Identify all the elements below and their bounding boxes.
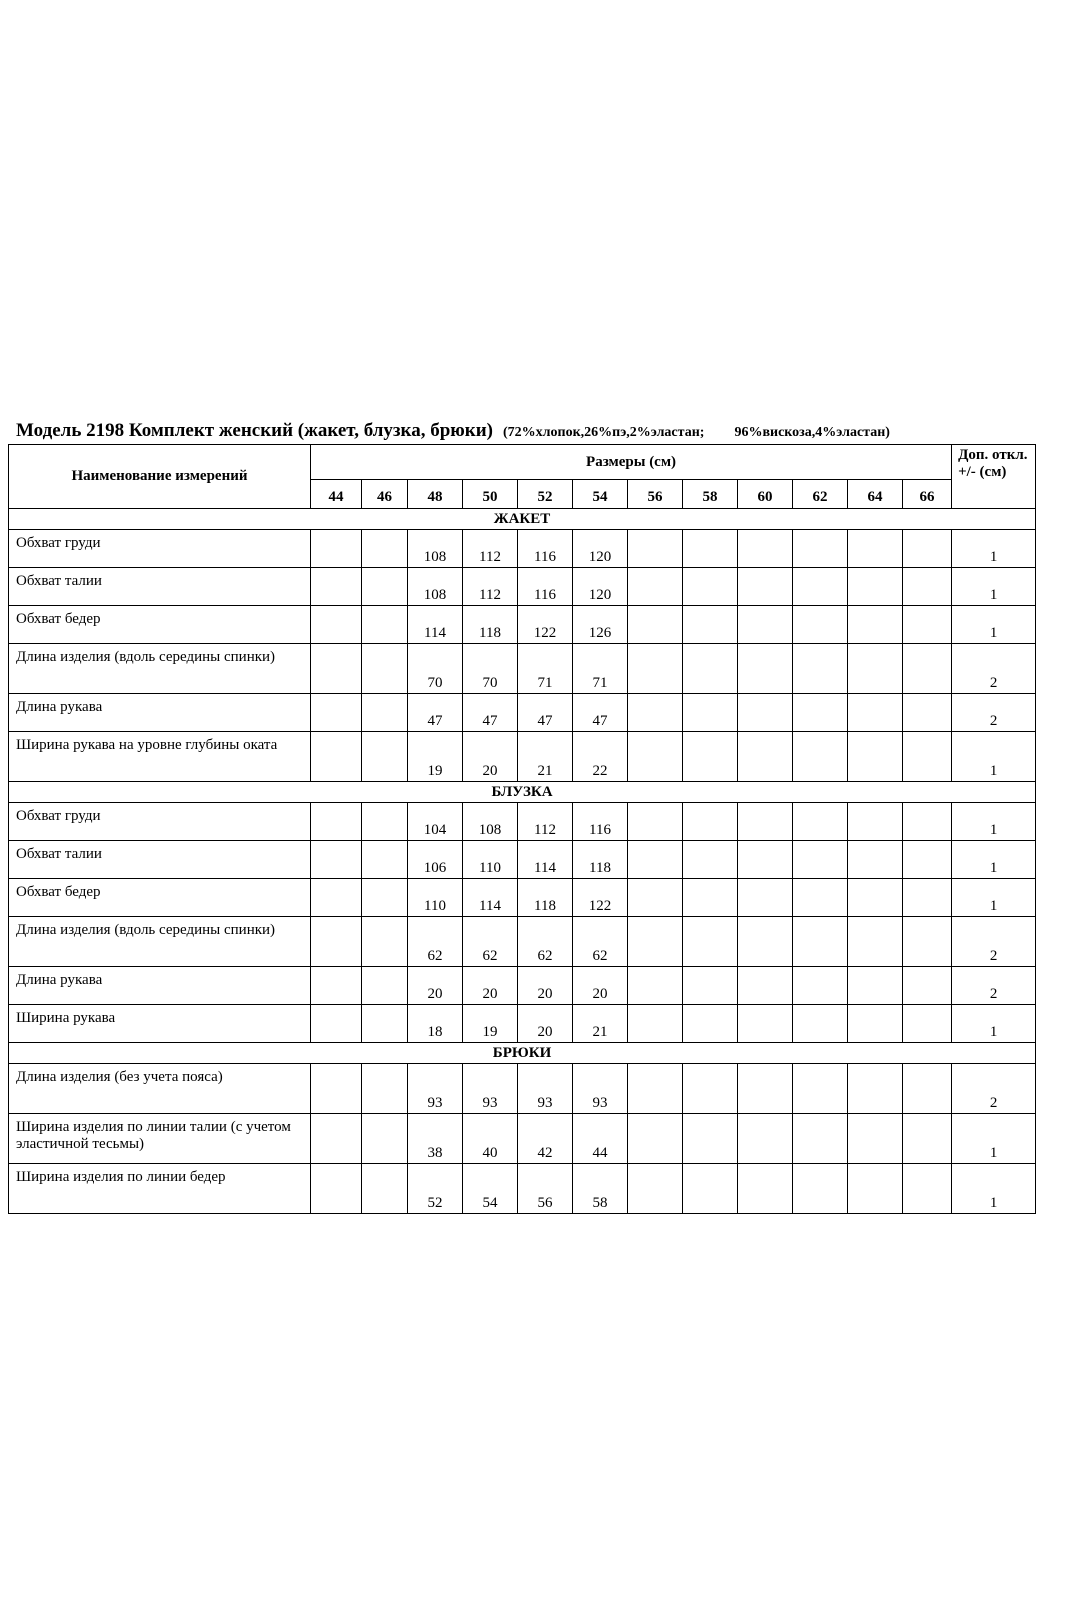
section-row	[9, 782, 1036, 803]
measurement-value	[683, 1114, 738, 1164]
measurement-value: 114	[408, 606, 463, 644]
section-title: БРЮКИ	[9, 1043, 1036, 1064]
measurement-value	[311, 841, 362, 879]
measurement-value	[738, 803, 793, 841]
measurement-value	[738, 1064, 793, 1114]
measurement-value	[362, 1114, 408, 1164]
measurement-value	[628, 879, 683, 917]
measurement-value: 106	[408, 841, 463, 879]
measurement-value	[311, 1005, 362, 1043]
measurement-name: Обхват талии	[9, 568, 311, 606]
measurement-value: 20	[463, 967, 518, 1005]
measurement-value	[903, 1164, 952, 1214]
measurement-value	[683, 732, 738, 782]
measurement-value	[683, 568, 738, 606]
measurement-value	[362, 1064, 408, 1114]
measurement-value: 56	[518, 1164, 573, 1214]
measurement-value: 58	[573, 1164, 628, 1214]
measurement-name: Обхват груди	[9, 530, 311, 568]
measurement-value	[683, 1164, 738, 1214]
measurement-value	[362, 967, 408, 1005]
measurement-value	[311, 530, 362, 568]
measurement-value	[848, 694, 903, 732]
measurement-value	[848, 568, 903, 606]
table-row	[9, 803, 1036, 841]
tolerance-value: 1	[952, 841, 1036, 879]
table-row	[9, 606, 1036, 644]
measurement-value	[903, 568, 952, 606]
size-header-cell: 46	[362, 480, 408, 509]
measurement-value	[628, 694, 683, 732]
tolerance-value: 1	[952, 732, 1036, 782]
measurement-value: 120	[573, 530, 628, 568]
measurement-value	[793, 694, 848, 732]
measurement-value: 47	[573, 694, 628, 732]
measurement-value	[362, 1005, 408, 1043]
size-header-cell: 62	[793, 480, 848, 509]
tolerance-value: 1	[952, 530, 1036, 568]
measurement-value: 108	[408, 530, 463, 568]
measurement-value: 20	[463, 732, 518, 782]
measurement-value	[848, 1005, 903, 1043]
measurement-value	[683, 606, 738, 644]
measurement-value	[311, 1164, 362, 1214]
tolerance-value: 1	[952, 606, 1036, 644]
measurement-value	[738, 732, 793, 782]
measurement-value: 110	[408, 879, 463, 917]
composition-text-2: 96%вискоза,4%эластан)	[734, 425, 890, 440]
table-row	[9, 568, 1036, 606]
measurement-value	[848, 1164, 903, 1214]
measurement-value: 118	[463, 606, 518, 644]
table-row	[9, 1114, 1036, 1164]
model-title: Модель 2198 Комплект женский (жакет, блузка, брюки)	[16, 420, 494, 441]
measurement-value: 44	[573, 1114, 628, 1164]
measurement-value	[848, 644, 903, 694]
table-row	[9, 694, 1036, 732]
measurement-value	[793, 644, 848, 694]
measurement-value	[683, 803, 738, 841]
measurement-value	[628, 1114, 683, 1164]
table-row	[9, 1005, 1036, 1043]
measurement-value: 42	[518, 1114, 573, 1164]
size-header-cell: 64	[848, 480, 903, 509]
table-row	[9, 841, 1036, 879]
measurement-value	[362, 879, 408, 917]
measurement-value	[683, 967, 738, 1005]
measurement-value	[793, 917, 848, 967]
measurement-value	[903, 917, 952, 967]
measurement-value	[848, 732, 903, 782]
measurement-value: 108	[408, 568, 463, 606]
measurement-value: 20	[408, 967, 463, 1005]
tolerance-value: 1	[952, 1164, 1036, 1214]
measurement-value	[793, 841, 848, 879]
measurement-value	[311, 879, 362, 917]
table-row	[9, 1064, 1036, 1114]
section-title: ЖАКЕТ	[9, 509, 1036, 530]
composition-text-1: (72%хлопок,26%пэ,2%эластан;	[503, 425, 705, 440]
measurement-value	[903, 967, 952, 1005]
measurement-value	[738, 1005, 793, 1043]
measurement-value: 122	[573, 879, 628, 917]
tolerance-value: 1	[952, 879, 1036, 917]
measurement-value: 118	[518, 879, 573, 917]
measurement-value	[362, 644, 408, 694]
header-sizes: Размеры (см)	[311, 445, 952, 480]
measurement-value	[903, 644, 952, 694]
measurement-value	[903, 530, 952, 568]
measurement-value: 22	[573, 732, 628, 782]
measurement-value	[738, 1114, 793, 1164]
measurement-value	[683, 1064, 738, 1114]
measurement-value	[903, 803, 952, 841]
measurement-name: Обхват талии	[9, 841, 311, 879]
measurement-value	[848, 1114, 903, 1164]
measurement-value	[683, 530, 738, 568]
table-body	[9, 509, 1036, 1214]
document-title	[16, 420, 1056, 442]
measurement-value: 47	[518, 694, 573, 732]
measurement-value: 62	[463, 917, 518, 967]
tolerance-value: 1	[952, 1114, 1036, 1164]
measurement-value	[793, 967, 848, 1005]
measurement-value: 114	[463, 879, 518, 917]
measurement-value: 19	[408, 732, 463, 782]
measurement-value	[362, 568, 408, 606]
measurement-value	[738, 606, 793, 644]
measurement-value	[793, 1114, 848, 1164]
measurement-value	[738, 917, 793, 967]
measurement-value	[628, 1005, 683, 1043]
measurement-value	[628, 967, 683, 1005]
measurement-value	[903, 694, 952, 732]
measurement-value: 108	[463, 803, 518, 841]
tolerance-value: 2	[952, 1064, 1036, 1114]
measurement-value	[362, 1164, 408, 1214]
measurement-value: 40	[463, 1114, 518, 1164]
measurement-value: 112	[463, 530, 518, 568]
measurement-value	[903, 841, 952, 879]
size-header-cell: 48	[408, 480, 463, 509]
measurement-value	[311, 732, 362, 782]
size-chart-table	[8, 444, 1036, 1214]
measurement-value: 93	[573, 1064, 628, 1114]
section-row	[9, 509, 1036, 530]
measurement-value: 20	[518, 967, 573, 1005]
tolerance-value: 1	[952, 1005, 1036, 1043]
measurement-value	[362, 841, 408, 879]
measurement-value	[848, 841, 903, 879]
measurement-name: Обхват груди	[9, 803, 311, 841]
measurement-value	[793, 606, 848, 644]
measurement-value: 112	[518, 803, 573, 841]
table-row	[9, 732, 1036, 782]
measurement-value	[848, 803, 903, 841]
measurement-value	[848, 606, 903, 644]
measurement-name: Ширина рукава	[9, 1005, 311, 1043]
measurement-value	[311, 967, 362, 1005]
measurement-value	[683, 841, 738, 879]
measurement-value	[362, 917, 408, 967]
measurement-value	[903, 1064, 952, 1114]
measurement-name: Длина рукава	[9, 967, 311, 1005]
measurement-value	[738, 879, 793, 917]
measurement-name: Длина изделия (без учета пояса)	[9, 1064, 311, 1114]
measurement-value: 116	[573, 803, 628, 841]
measurement-value: 21	[573, 1005, 628, 1043]
tolerance-value: 2	[952, 917, 1036, 967]
table-row	[9, 1164, 1036, 1214]
measurement-value	[738, 1164, 793, 1214]
measurement-value	[793, 1064, 848, 1114]
header-tolerance: Доп. откл. +/- (см)	[952, 445, 1036, 509]
measurement-value: 93	[408, 1064, 463, 1114]
measurement-value	[628, 644, 683, 694]
measurement-value	[738, 967, 793, 1005]
measurement-value	[738, 530, 793, 568]
measurement-value	[683, 917, 738, 967]
measurement-value	[628, 803, 683, 841]
table-row	[9, 644, 1036, 694]
measurement-value: 62	[518, 917, 573, 967]
measurement-value: 71	[518, 644, 573, 694]
table-row	[9, 917, 1036, 967]
measurement-value: 104	[408, 803, 463, 841]
measurement-value	[683, 644, 738, 694]
measurement-value	[311, 568, 362, 606]
size-header-cell: 50	[463, 480, 518, 509]
table-row	[9, 530, 1036, 568]
section-row	[9, 1043, 1036, 1064]
measurement-value: 62	[573, 917, 628, 967]
tolerance-value: 1	[952, 568, 1036, 606]
measurement-name: Обхват бедер	[9, 879, 311, 917]
measurement-value	[738, 841, 793, 879]
measurement-value: 93	[518, 1064, 573, 1114]
tolerance-value: 2	[952, 644, 1036, 694]
header-row-top	[9, 445, 1036, 480]
tolerance-value: 1	[952, 803, 1036, 841]
measurement-value	[848, 1064, 903, 1114]
measurement-value	[628, 606, 683, 644]
measurement-value	[311, 694, 362, 732]
table-row	[9, 967, 1036, 1005]
measurement-value: 122	[518, 606, 573, 644]
measurement-value: 116	[518, 530, 573, 568]
measurement-value	[311, 644, 362, 694]
measurement-value: 93	[463, 1064, 518, 1114]
measurement-value	[311, 803, 362, 841]
measurement-name: Ширина рукава на уровне глубины оката	[9, 732, 311, 782]
measurement-value	[628, 1164, 683, 1214]
size-header-cell: 54	[573, 480, 628, 509]
measurement-value: 112	[463, 568, 518, 606]
measurement-name: Ширина изделия по линии бедер	[9, 1164, 311, 1214]
measurement-value	[683, 694, 738, 732]
measurement-value	[793, 530, 848, 568]
measurement-value	[848, 530, 903, 568]
measurement-value: 21	[518, 732, 573, 782]
measurement-value	[848, 879, 903, 917]
size-header-cell: 66	[903, 480, 952, 509]
measurement-value: 20	[518, 1005, 573, 1043]
measurement-value: 71	[573, 644, 628, 694]
size-header-cell: 60	[738, 480, 793, 509]
measurement-name: Длина изделия (вдоль середины спинки)	[9, 644, 311, 694]
measurement-value	[793, 803, 848, 841]
measurement-value	[683, 1005, 738, 1043]
measurement-value: 52	[408, 1164, 463, 1214]
measurement-value: 126	[573, 606, 628, 644]
measurement-value	[738, 694, 793, 732]
measurement-value	[362, 694, 408, 732]
tolerance-value: 2	[952, 967, 1036, 1005]
size-header-cell: 56	[628, 480, 683, 509]
table-row	[9, 879, 1036, 917]
measurement-value	[793, 879, 848, 917]
measurement-value: 18	[408, 1005, 463, 1043]
measurement-value	[362, 803, 408, 841]
measurement-value	[848, 967, 903, 1005]
measurement-value	[311, 1114, 362, 1164]
measurement-value	[793, 732, 848, 782]
measurement-value: 110	[463, 841, 518, 879]
size-header-cell: 52	[518, 480, 573, 509]
measurement-value	[683, 879, 738, 917]
measurement-value	[628, 1064, 683, 1114]
measurement-value	[362, 606, 408, 644]
measurement-value	[628, 568, 683, 606]
measurement-value	[903, 732, 952, 782]
measurement-value	[793, 568, 848, 606]
measurement-value: 70	[408, 644, 463, 694]
measurement-value	[848, 917, 903, 967]
measurement-value: 47	[408, 694, 463, 732]
measurement-value	[628, 917, 683, 967]
measurement-value	[362, 732, 408, 782]
size-header-cell: 58	[683, 480, 738, 509]
measurement-value: 62	[408, 917, 463, 967]
measurement-name: Ширина изделия по линии талии (с учетом эластичной тесьмы)	[9, 1114, 311, 1164]
measurement-value: 70	[463, 644, 518, 694]
measurement-value	[903, 606, 952, 644]
measurement-value	[628, 530, 683, 568]
measurement-value	[628, 732, 683, 782]
tolerance-value: 2	[952, 694, 1036, 732]
section-title: БЛУЗКА	[9, 782, 1036, 803]
measurement-value	[362, 530, 408, 568]
measurement-value	[793, 1164, 848, 1214]
measurement-value: 47	[463, 694, 518, 732]
size-header-cell: 44	[311, 480, 362, 509]
measurement-value: 116	[518, 568, 573, 606]
measurement-value: 19	[463, 1005, 518, 1043]
measurement-value: 54	[463, 1164, 518, 1214]
header-measurement-name: Наименование измерений	[9, 445, 311, 509]
measurement-value	[628, 841, 683, 879]
measurement-value	[793, 1005, 848, 1043]
measurement-name: Обхват бедер	[9, 606, 311, 644]
measurement-value	[903, 1114, 952, 1164]
measurement-value: 120	[573, 568, 628, 606]
measurement-value	[903, 1005, 952, 1043]
measurement-value: 20	[573, 967, 628, 1005]
measurement-value: 118	[573, 841, 628, 879]
measurement-value	[903, 879, 952, 917]
measurement-value	[738, 568, 793, 606]
measurement-value: 114	[518, 841, 573, 879]
measurement-value	[738, 644, 793, 694]
measurement-name: Длина изделия (вдоль середины спинки)	[9, 917, 311, 967]
measurement-value	[311, 917, 362, 967]
measurement-value	[311, 1064, 362, 1114]
measurement-value	[311, 606, 362, 644]
measurement-value: 38	[408, 1114, 463, 1164]
measurement-name: Длина рукава	[9, 694, 311, 732]
